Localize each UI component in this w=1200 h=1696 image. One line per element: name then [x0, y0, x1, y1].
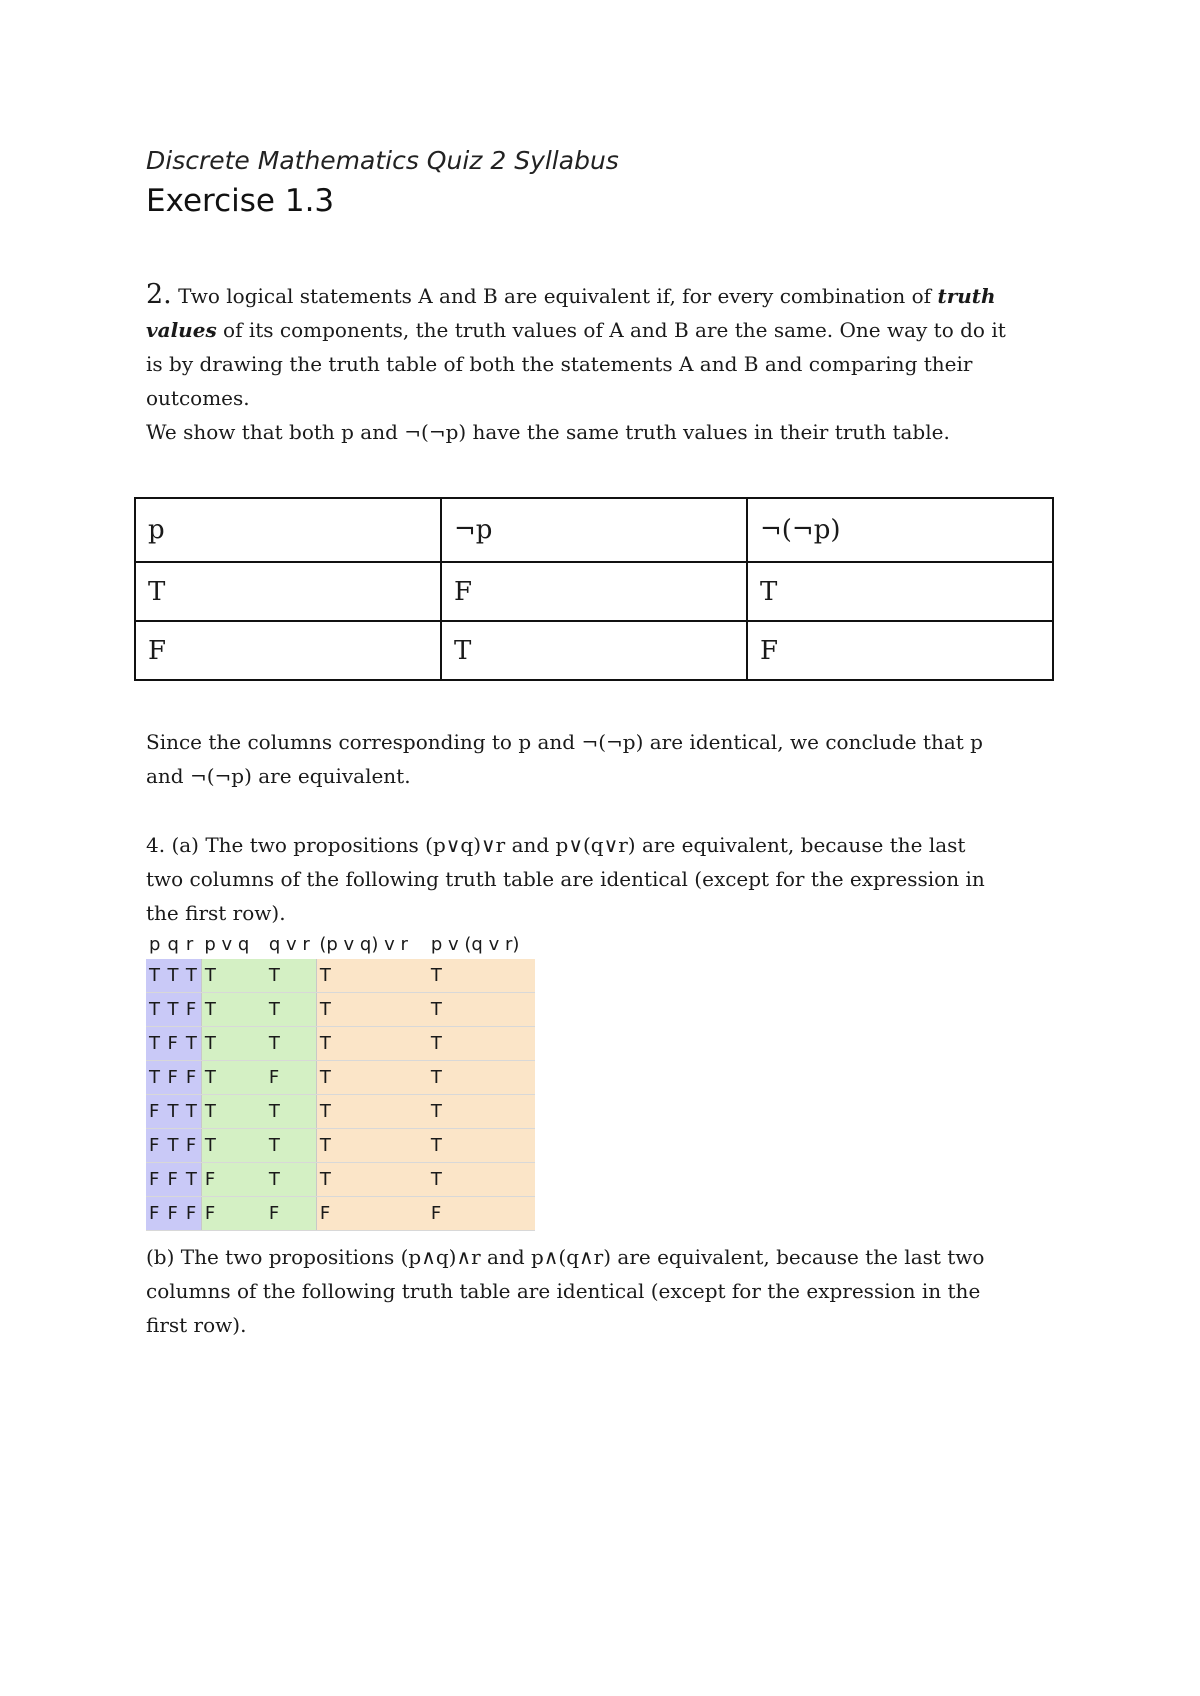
table-cell: T	[428, 1163, 535, 1197]
table-cell: T	[316, 959, 428, 993]
conclusion-paragraph: Since the columns corresponding to p and ¬(¬p) are identical, we conclude that p and ¬(¬p) are equivalent.	[146, 730, 983, 788]
table-cell: T	[146, 959, 164, 993]
header-cell: ¬(¬p)	[747, 498, 1053, 562]
header-cell: p v q	[201, 929, 266, 959]
question-number: 2.	[146, 279, 172, 310]
table-cell: F	[135, 621, 441, 680]
table-cell: T	[201, 1027, 266, 1061]
table-cell: F	[183, 993, 202, 1027]
table-header-row	[146, 929, 535, 959]
question-4a-paragraph: 4. (a) The two propositions (p∨q)∨r and p∨(q∨r) are equivalent, because the last two columns of the following truth table are identical (except for the expression in the first row).	[146, 833, 985, 925]
emphasis-truth: truth	[937, 284, 996, 308]
table-cell: T	[201, 1061, 266, 1095]
table-row	[135, 562, 1053, 621]
table-cell: F	[164, 1027, 182, 1061]
table-cell: T	[266, 1095, 317, 1129]
header-cell: q v r	[266, 929, 317, 959]
table-cell: T	[183, 1095, 202, 1129]
table-cell: T	[164, 1129, 182, 1163]
table-cell: T	[164, 959, 182, 993]
table-cell: T	[201, 993, 266, 1027]
table-cell: T	[164, 993, 182, 1027]
table-cell: T	[266, 959, 317, 993]
table-cell: T	[183, 1027, 202, 1061]
table-cell: T	[428, 993, 535, 1027]
truth-table-double-negation	[134, 497, 1054, 681]
table-cell: F	[266, 1061, 317, 1095]
table-cell: F	[747, 621, 1053, 680]
table-cell: T	[316, 1027, 428, 1061]
emphasis-values: values	[146, 318, 217, 342]
table-cell: T	[428, 1129, 535, 1163]
table-cell: F	[201, 1197, 266, 1231]
table-cell: T	[183, 1163, 202, 1197]
table-row	[146, 1095, 535, 1129]
table-cell: F	[441, 562, 747, 621]
table-cell: F	[316, 1197, 428, 1231]
quiz-subtitle: Discrete Mathematics Quiz 2 Syllabus	[146, 146, 619, 175]
table-cell: F	[146, 1197, 164, 1231]
table-cell: F	[183, 1129, 202, 1163]
table-cell: T	[164, 1095, 182, 1129]
table-cell: T	[266, 1129, 317, 1163]
table-row	[146, 1163, 535, 1197]
table-header-row	[135, 498, 1053, 562]
header-cell: p	[146, 929, 164, 959]
table-cell: T	[266, 1163, 317, 1197]
table-cell: T	[316, 993, 428, 1027]
table-cell: T	[266, 993, 317, 1027]
table-cell: T	[201, 1095, 266, 1129]
header-cell: r	[183, 929, 202, 959]
table-cell: T	[146, 993, 164, 1027]
header-cell: p v (q v r)	[428, 929, 535, 959]
table-cell: T	[316, 1061, 428, 1095]
table-row	[146, 1129, 535, 1163]
table-cell: F	[164, 1197, 182, 1231]
header-cell: (p v q) v r	[316, 929, 428, 959]
table-cell: F	[164, 1163, 182, 1197]
exercise-title: Exercise 1.3	[146, 183, 335, 219]
table-cell: T	[183, 959, 202, 993]
truth-table-disjunction-associativity	[146, 929, 535, 1231]
table-cell: T	[266, 1027, 317, 1061]
table-row	[146, 959, 535, 993]
table-cell: F	[146, 1095, 164, 1129]
header-cell: q	[164, 929, 182, 959]
truth-table-body	[146, 959, 535, 1231]
table-cell: T	[146, 1061, 164, 1095]
table-cell: F	[146, 1163, 164, 1197]
table-cell: F	[164, 1061, 182, 1095]
table-cell: F	[266, 1197, 317, 1231]
table-row	[135, 621, 1053, 680]
table-cell: F	[146, 1129, 164, 1163]
table-cell: T	[428, 1027, 535, 1061]
question-4b-paragraph: (b) The two propositions (p∧q)∧r and p∧(q∧r) are equivalent, because the last two columns of the following truth table are identical (except for the expression in the first row).	[146, 1245, 985, 1337]
table-row	[146, 1061, 535, 1095]
table-cell: F	[183, 1197, 202, 1231]
table-row	[146, 993, 535, 1027]
table-cell: F	[183, 1061, 202, 1095]
table-row	[146, 1027, 535, 1061]
table-cell: T	[747, 562, 1053, 621]
table-cell: T	[428, 1095, 535, 1129]
header-cell: ¬p	[441, 498, 747, 562]
table-cell: T	[135, 562, 441, 621]
table-cell: T	[441, 621, 747, 680]
table-cell: T	[428, 1061, 535, 1095]
table-cell: T	[316, 1095, 428, 1129]
table-row	[146, 1197, 535, 1231]
question-2-paragraph: 2. Two logical statements A and B are equivalent if, for every combination of truth values of its components, the truth values of A and B are the same. One way to do it is by drawing the truth table of both the statements A and B and comparing their outcomes. We show that both p and ¬(¬p) have the same truth values in their truth table.	[146, 279, 1006, 444]
table-cell: T	[316, 1129, 428, 1163]
table-cell: F	[428, 1197, 535, 1231]
table-cell: T	[146, 1027, 164, 1061]
table-cell: T	[201, 959, 266, 993]
header-cell: p	[135, 498, 441, 562]
table-cell: T	[428, 959, 535, 993]
table-cell: T	[316, 1163, 428, 1197]
table-cell: F	[201, 1163, 266, 1197]
table-cell: T	[201, 1129, 266, 1163]
